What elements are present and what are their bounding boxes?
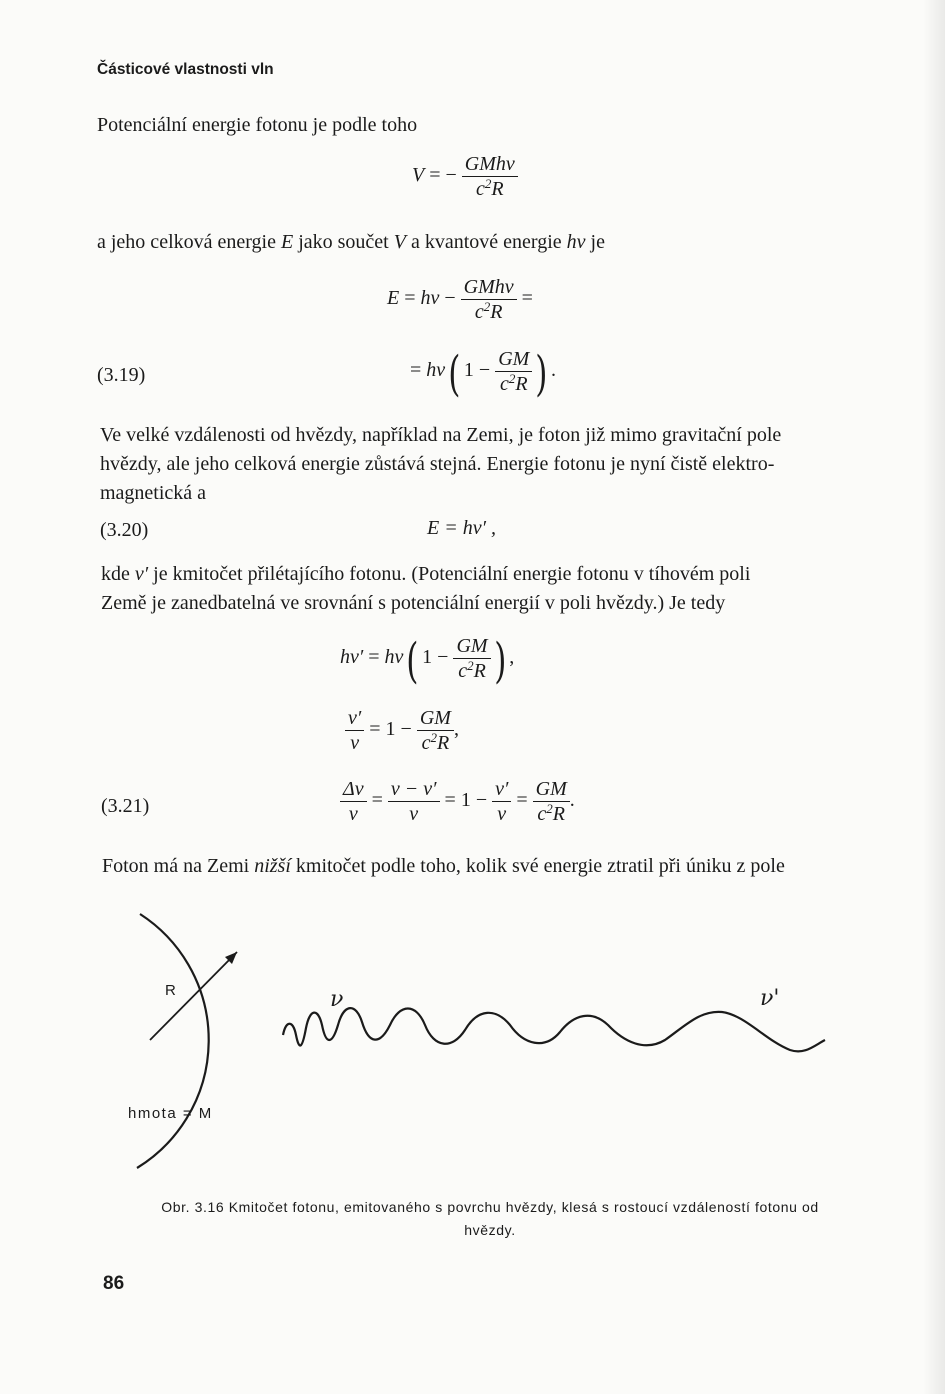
radius-arrow <box>150 952 237 1040</box>
paragraph-3-line-1: Ve velké vzdálenosti od hvězdy, například na Zemi, je foton již mimo gravitační pole <box>100 424 782 446</box>
label-frequency-nu-prime: ν' <box>760 986 780 1011</box>
equation-3-21-b: $\frac{\nu'}{\nu}$ = 1 − $\frac{GM}{c^2R}$ , <box>345 706 459 755</box>
equation-3-19: = hν( 1 − $\frac{GM}{c^2R}$ ) . <box>410 346 557 403</box>
equation-3-21-a: hν′ = hν( 1 − $\frac{GM}{c^2R}$ ) , <box>340 633 515 690</box>
label-frequency-nu: ν <box>330 987 344 1012</box>
eq319-fraction: $\frac{GM}{c^2R}$ <box>495 347 532 396</box>
equation-number-3-20: (3.20) <box>100 519 149 541</box>
paragraph-4-line-1: kde ν′ je kmitočet přilétajícího fotonu. (Potenciální energie fotonu v tíhovém poli <box>101 563 751 585</box>
running-header: Částicové vlastnosti vln <box>97 61 274 78</box>
equation-3-20: E = hν′ , <box>427 517 496 539</box>
paragraph-1: Potenciální energie fotonu je podle toho <box>97 114 418 136</box>
paragraph-5: Foton má na Zemi nižší kmitočet podle toho, kolik své energie ztratil při úniku z pole <box>102 855 785 877</box>
caption-line-2: hvězdy. <box>464 1222 516 1238</box>
eq1-numerator: GMhν <box>462 152 518 177</box>
equation-potential-energy <box>412 152 518 201</box>
star-surface-arc <box>137 914 209 1168</box>
paragraph-3-line-3: magnetická a <box>100 482 207 504</box>
equation-3-21-c: $\frac{\Delta\nu}{\nu}$ = $\frac{\nu - \nu'}{\nu}$ = 1 − $\frac{\nu'}{\nu}$ = $\frac{GM}{c^2R}$ . <box>340 777 575 826</box>
paragraph-4-line-2: Země je zanedbatelná ve srovnání s potenciální energií v poli hvězdy.) Je tedy <box>101 592 726 614</box>
eq2-fraction: $\frac{\text{GMhν}}{c^2R}$ <box>461 275 517 324</box>
eq1-fraction <box>462 152 518 201</box>
figure-photon-redshift <box>0 900 945 1190</box>
equation-number-3-19: (3.19) <box>97 364 146 386</box>
photon-wave <box>283 1008 825 1051</box>
eq1-lhs: V <box>412 164 425 187</box>
label-radius: R <box>165 982 178 999</box>
paragraph-2: a jeho celková energie E jako součet V a kvantové energie hν je <box>97 231 605 253</box>
equation-total-energy: E = hν − $\frac{\text{GMhν}}{c^2R}$ = <box>387 276 533 323</box>
figure-caption <box>60 1196 920 1242</box>
page-number: 86 <box>103 1273 125 1294</box>
caption-line-1: Obr. 3.16 Kmitočet fotonu, emitovaného s povrchu hvězdy, klesá s rostoucí vzdáleností fotonu od <box>161 1199 819 1215</box>
paragraph-3-line-2: hvězdy, ale jeho celková energie zůstává stejná. Energie fotonu je nyní čistě elektro- <box>100 453 775 475</box>
eq1-denominator: $c^2R$ <box>475 176 504 200</box>
eq1-op: = − <box>429 164 457 187</box>
equation-number-3-21: (3.21) <box>101 795 150 817</box>
label-mass: hmota = M <box>128 1105 213 1122</box>
